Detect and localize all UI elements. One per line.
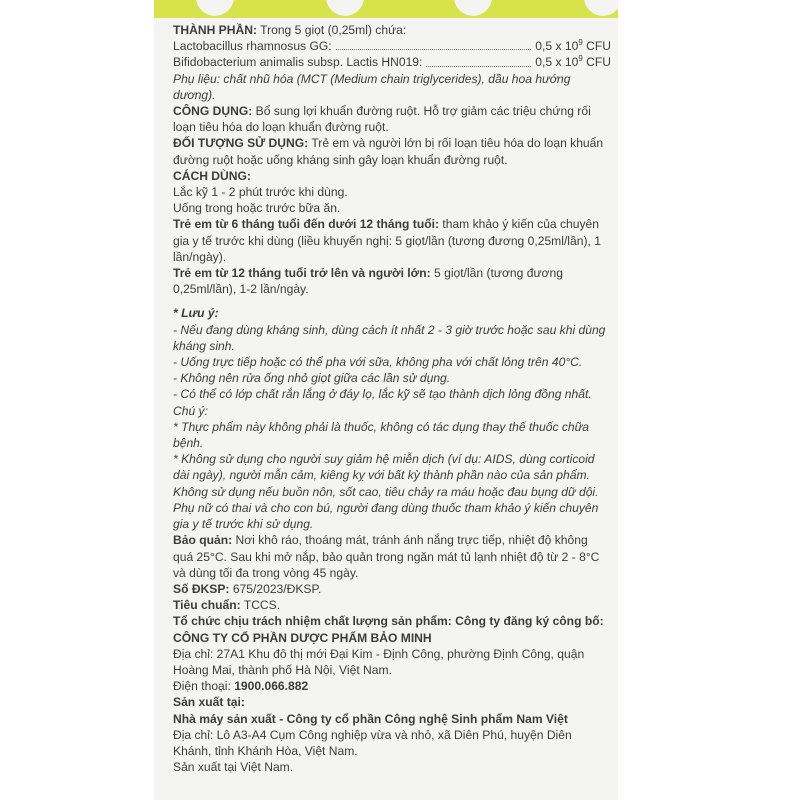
chu-y-line: Phụ nữ có thai và cho con bú, người đang dùng thuốc tham khảo ý kiến chuyên gia y tế trước khi sử dụng.: [173, 500, 599, 532]
composition-heading: THÀNH PHẦN:: [173, 23, 257, 37]
adult-dosage: [173, 265, 611, 297]
composition-intro: [173, 22, 611, 38]
manufacturer-name: Nhà máy sản xuất - Công ty cổ phần Công nghệ Sinh phẩm Nam Việt: [173, 711, 568, 726]
uses-text: Bổ sung lợi khuẩn đường ruột. Hỗ trợ giảm các triệu chứng rối loạn tiêu hóa do loạn khuẩn đường ruột.: [173, 104, 591, 135]
product-label-panel: [154, 0, 618, 800]
note-line: - Nếu đang dùng kháng sinh, dùng cách ít nhất 2 - 3 giờ trước hoặc sau khi dùng kháng sinh.: [173, 322, 606, 353]
company-name: CÔNG TY CỔ PHẦN DƯỢC PHẨM BẢO MINH: [173, 630, 432, 645]
target-heading: ĐỐI TƯỢNG SỬ DỤNG:: [173, 136, 309, 151]
composition-item: [173, 54, 611, 70]
directions-line: Uống trong hoặc trước bữa ăn.: [173, 201, 341, 216]
registration-number: [173, 581, 611, 597]
note-line: - Uống trực tiếp hoặc có thể pha với sữa, không pha với chất lỏng trên 40°C.: [173, 355, 583, 370]
manufacturer-address: Địa chỉ: Lô A3-A4 Cụm Công nghiệp vừa và nhỏ, xã Diên Phú, huyện Diên Khánh, tỉnh Khánh Hòa, Việt Nam.: [173, 727, 572, 758]
registration-label: Số ĐKSP:: [173, 581, 230, 596]
storage-section: [173, 532, 611, 581]
company-phone: [173, 678, 611, 694]
dotted-leader: [426, 54, 531, 66]
ingredient-amount: 0,5 x $10^9$ CFU: [535, 54, 611, 70]
composition-item: [173, 38, 611, 54]
infant-dosage: [173, 216, 611, 265]
target-section: [173, 135, 611, 167]
adult-dosage-text: 5 giọt/lần (tương đương 0,25ml/lần), 1-2 lần/ngày.: [173, 266, 563, 297]
ingredient-amount: 0,5 x $10^9$ CFU: [535, 38, 611, 54]
decorative-circle: [584, 0, 618, 16]
responsible-org-label: Tổ chức chịu trách nhiệm chất lượng sản phẩm: Công ty đăng ký công bố:: [173, 614, 604, 629]
decorative-circle: [454, 0, 492, 16]
standard: [173, 597, 611, 613]
phone-label: Điện thoại:: [173, 679, 231, 694]
chu-y-line: * Không sử dụng cho người suy giảm hệ miễn dịch (ví dụ: AIDS, dùng corticoid dài ngày), người mẫn cảm, kiêng kỵ với bất kỳ thành phần nào của sản phẩm. Không sử dụng nếu buồn nôn, sốt cao, tiêu chảy ra máu hoặc đau bụng dữ dội.: [173, 452, 599, 499]
phone-number: 1900.066.882: [234, 679, 309, 694]
uses-section: [173, 103, 611, 135]
adult-dosage-label: Trẻ em từ 12 tháng tuổi trở lên và người lớn:: [173, 266, 431, 281]
standard-value: TCCS.: [243, 598, 281, 613]
note-line: - Không nên rửa ống nhỏ giọt giữa các lần sử dụng.: [173, 371, 451, 386]
directions-heading: CÁCH DÙNG:: [173, 168, 251, 183]
target-text: Trẻ em và người lớn bị rối loạn tiêu hóa do loạn khuẩn đường ruột hoặc uống kháng sinh gây loạn khuẩn đường ruột.: [173, 136, 604, 167]
uses-heading: CÔNG DỤNG:: [173, 104, 253, 119]
notes-heading: * Lưu ý:: [173, 306, 219, 321]
dotted-leader: [336, 38, 532, 50]
excipients: Phụ liệu: chất nhũ hóa (MCT (Medium chain triglycerides), dầu hoa hướng dương).: [173, 71, 571, 102]
label-content: [173, 22, 611, 775]
ingredient-name: Bifidobacterium animalis subsp. Lactis HN019:: [173, 55, 423, 70]
ingredient-name: Lactobacillus rhamnosus GG:: [173, 39, 332, 54]
company-address: Địa chỉ: 27A1 Khu đô thị mới Đại Kim - Định Công, phường Định Công, quận Hoàng Mai, thành phố Hà Nội, Việt Nam.: [173, 646, 585, 677]
origin: Sản xuất tại Việt Nam.: [173, 760, 294, 775]
notes-section: [173, 305, 611, 532]
decorative-circle: [326, 0, 364, 16]
infant-dosage-text: tham khảo ý kiến của chuyên gia y tế trước khi dùng (liều khuyến nghị: 5 giọt/lần (tương đương 0,25ml/lần), 1 lần/ngày).: [173, 217, 601, 264]
manufacturer-label: Sản xuất tại:: [173, 695, 245, 710]
chu-y-line: * Thực phẩm này không phải là thuốc, không có tác dụng thay thế thuốc chữa bệnh.: [173, 419, 590, 451]
decorative-circle: [196, 0, 234, 16]
registration-value: 675/2023/ĐKSP.: [232, 581, 322, 596]
storage-label: Bảo quản:: [173, 533, 233, 548]
top-accent-bar: [154, 0, 618, 18]
chu-y-heading: Chú ý:: [173, 403, 208, 418]
note-line: - Có thể có lớp chất rắn lắng ở đáy lọ, lắc kỹ sẽ tạo thành dịch lỏng đồng nhất.: [173, 387, 592, 402]
composition-intro-text: Trong 5 giọt (0,25ml) chứa:: [260, 23, 407, 37]
infant-dosage-label: Trẻ em từ 6 tháng tuổi đến dưới 12 tháng tuổi:: [173, 217, 439, 232]
storage-text: Nơi khô ráo, thoáng mát, tránh ánh nắng trực tiếp, nhiệt độ không quá 25°C. Sau khi mở nắp, bảo quản trong ngăn mát tủ lạnh nhiệt độ từ 2 - 8°C và dùng tối đa trong vòng 45 ngày.: [173, 533, 600, 580]
standard-label: Tiêu chuẩn:: [173, 598, 241, 613]
directions-line: Lắc kỹ 1 - 2 phút trước khi dùng.: [173, 185, 348, 200]
